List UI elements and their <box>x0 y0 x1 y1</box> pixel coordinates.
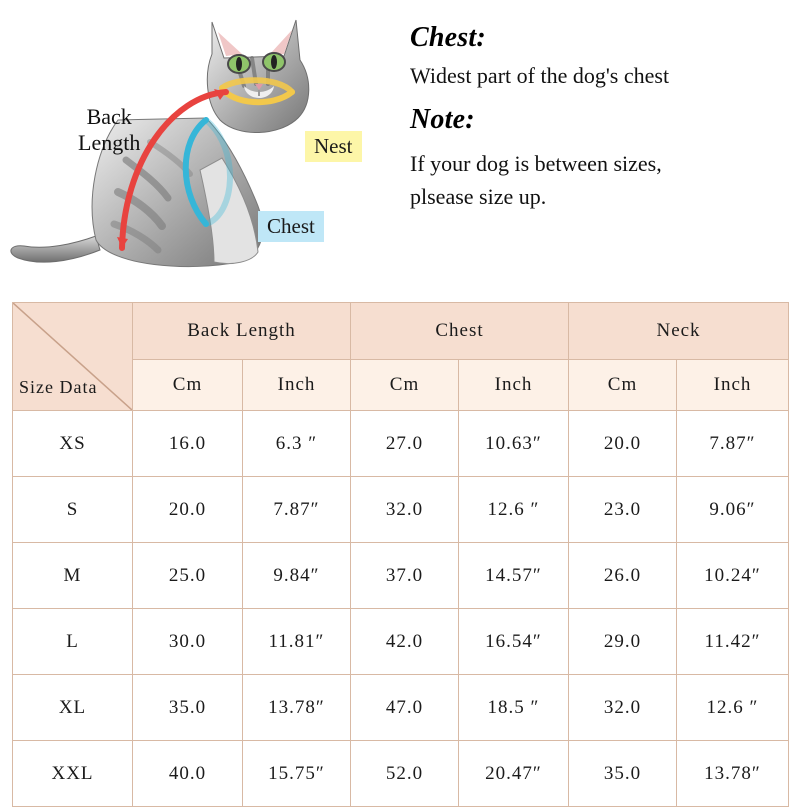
cell-xs-backlength-inch: 6.3 ″ <box>243 411 351 477</box>
back-length-label-line2: Length <box>78 130 141 156</box>
table-row <box>13 411 789 477</box>
cell-xl-chest-cm: 47.0 <box>351 675 459 741</box>
cell-m-chest-cm: 37.0 <box>351 543 459 609</box>
chest-description: Widest part of the dog's chest <box>410 63 670 88</box>
cell-s-backlength-inch: 7.87″ <box>243 477 351 543</box>
back-length-label-line1: Back <box>86 104 132 129</box>
cell-m-neck-inch: 10.24″ <box>677 543 789 609</box>
unit-header-neck-cm: Cm <box>569 360 677 411</box>
cell-xxl-neck-inch: 13.78″ <box>677 741 789 807</box>
cell-xxl-backlength-cm: 40.0 <box>133 741 243 807</box>
unit-header-backlength-inch: Inch <box>243 360 351 411</box>
cell-m-chest-inch: 14.57″ <box>459 543 569 609</box>
cell-xl-backlength-cm: 35.0 <box>133 675 243 741</box>
cell-m-backlength-inch: 9.84″ <box>243 543 351 609</box>
cell-xs-backlength-cm: 16.0 <box>133 411 243 477</box>
cell-xl-backlength-inch: 13.78″ <box>243 675 351 741</box>
cell-s-neck-inch: 9.06″ <box>677 477 789 543</box>
cell-xxl-neck-cm: 35.0 <box>569 741 677 807</box>
cell-xl-chest-inch: 18.5 ″ <box>459 675 569 741</box>
row-size-xs: XS <box>13 411 133 477</box>
row-size-xxl: XXL <box>13 741 133 807</box>
unit-header-backlength-cm: Cm <box>133 360 243 411</box>
group-header-neck: Neck <box>569 303 789 360</box>
nest-label: Nest <box>305 131 362 162</box>
cell-s-backlength-cm: 20.0 <box>133 477 243 543</box>
size-table-wrap <box>12 302 788 807</box>
table-row <box>13 741 789 807</box>
corner-header <box>13 303 133 411</box>
row-size-m: M <box>13 543 133 609</box>
table-row <box>13 609 789 675</box>
table-row <box>13 543 789 609</box>
cell-s-neck-cm: 23.0 <box>569 477 677 543</box>
illustration-area <box>0 0 800 300</box>
cell-s-chest-inch: 12.6 ″ <box>459 477 569 543</box>
unit-header-neck-inch: Inch <box>677 360 789 411</box>
table-row <box>13 675 789 741</box>
row-size-xl: XL <box>13 675 133 741</box>
cell-xs-chest-inch: 10.63″ <box>459 411 569 477</box>
group-header-chest: Chest <box>351 303 569 360</box>
note-text-line1: If your dog is between sizes, <box>410 150 662 176</box>
cell-l-neck-inch: 11.42″ <box>677 609 789 675</box>
size-table <box>12 302 789 807</box>
back-length-label <box>78 104 140 157</box>
cell-xs-neck-inch: 7.87″ <box>677 411 789 477</box>
row-size-s: S <box>13 477 133 543</box>
cell-m-backlength-cm: 25.0 <box>133 543 243 609</box>
cell-xxl-chest-inch: 20.47″ <box>459 741 569 807</box>
cell-xxl-backlength-inch: 15.75″ <box>243 741 351 807</box>
table-header-groups <box>13 303 789 360</box>
cell-l-backlength-inch: 11.81″ <box>243 609 351 675</box>
cell-xs-neck-cm: 20.0 <box>569 411 677 477</box>
cell-xs-chest-cm: 27.0 <box>351 411 459 477</box>
cell-l-chest-cm: 42.0 <box>351 609 459 675</box>
chest-heading: Chest: <box>410 22 486 53</box>
cell-l-backlength-cm: 30.0 <box>133 609 243 675</box>
table-body <box>13 411 789 807</box>
cell-s-chest-cm: 32.0 <box>351 477 459 543</box>
note-heading: Note: <box>410 103 475 135</box>
corner-header-label: Size Data <box>19 377 98 397</box>
notes-block <box>410 22 798 221</box>
table-head <box>13 303 789 411</box>
unit-header-chest-cm: Cm <box>351 360 459 411</box>
cell-xl-neck-inch: 12.6 ″ <box>677 675 789 741</box>
table-row <box>13 477 789 543</box>
note-text-line2: plsease size up. <box>410 184 547 209</box>
row-size-l: L <box>13 609 133 675</box>
corner-inner <box>13 303 132 410</box>
cell-xxl-chest-cm: 52.0 <box>351 741 459 807</box>
unit-header-chest-inch: Inch <box>459 360 569 411</box>
cell-l-neck-cm: 29.0 <box>569 609 677 675</box>
chest-label: Chest <box>258 211 324 242</box>
cell-l-chest-inch: 16.54″ <box>459 609 569 675</box>
cell-xl-neck-cm: 32.0 <box>569 675 677 741</box>
group-header-back-length: Back Length <box>133 303 351 360</box>
cell-m-neck-cm: 26.0 <box>569 543 677 609</box>
